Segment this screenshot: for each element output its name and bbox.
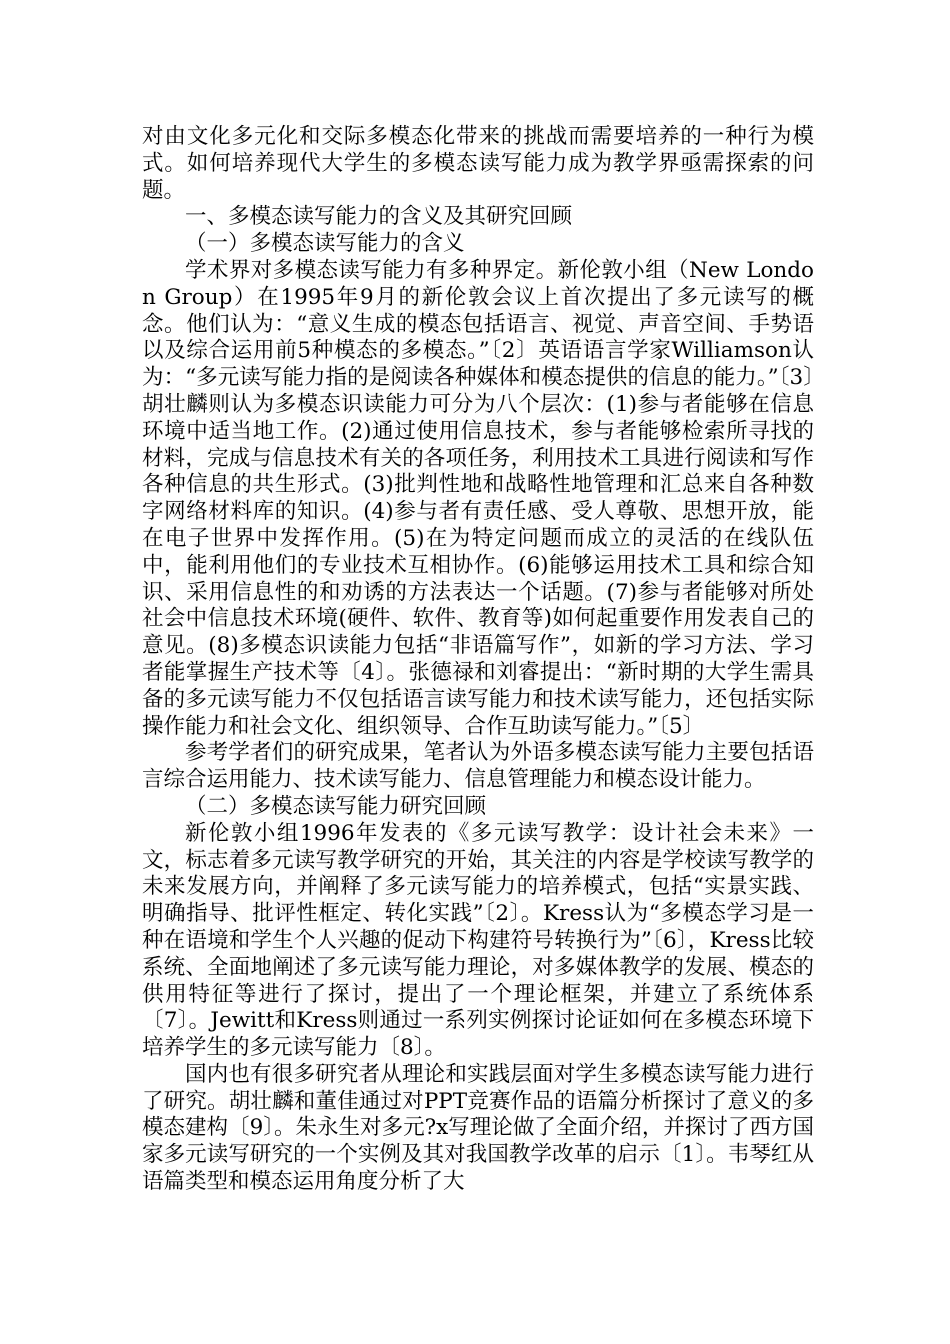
paragraph-domestic-research: 国内也有很多研究者从理论和实践层面对学生多模态读写能力进行了研究。胡壮麟和董佳通过对PPT竞赛作品的语篇分析探讨了意义的多模态建构〔9〕。朱永生对多元?x写理论做了全面介绍，并探讨了西方国家多元读写研究的一个实例及其对我国教学改革的启示〔1〕。韦琴红从语篇类型和模态运用角度分析了大 [142,1061,814,1195]
section-heading: 一、多模态读写能力的含义及其研究回顾 [185,204,573,230]
document-page [142,124,814,1196]
paragraph-foreign-research: 新伦敦小组1996年发表的《多元读写教学：设计社会未来》一文，标志着多元读写教学研究的开始，其关注的内容是学校读写教学的未来发展方向，并阐释了多元读写能力的培养模式，包括“实景实践、明确指导、批评性框定、转化实践”〔2〕。Kress认为“多模态学习是一种在语境和学生个人兴趣的促动下构建符号转换行为”〔6〕，Kress比较系统、全面地阐述了多元读写能力理论，对多媒体教学的发展、模态的供用特征等进行了探讨，提出了一个理论框架，并建立了系统体系〔7〕。Jewitt和Kress则通过一系列实例探讨论证如何在多模态环境下培养学生的多元读写能力〔8〕。 [142,820,814,1061]
paragraph-author-view: 参考学者们的研究成果，笔者认为外语多模态读写能力主要包括语言综合运用能力、技术读写能力、信息管理能力和模态设计能力。 [142,740,814,793]
paragraph-continuation: 对由文化多元化和交际多模态化带来的挑战而需要培养的一种行为模式。如何培养现代大学生的多模态读写能力成为教学界亟需探索的问题。 [142,124,814,203]
subsection-heading-review: （二）多模态读写能力研究回顾 [185,793,487,819]
subsection-heading-definition: （一）多模态读写能力的含义 [185,231,465,257]
paragraph-definitions: 学术界对多模态读写能力有多种界定。新伦敦小组（New London Group）在1995年9月的新伦敦会议上首次提出了多元读写的概念。他们认为：“意义生成的模态包括语言、视觉、声音空间、手势语以及综合运用前5种模态的多模态。”〔2〕英语语言学家Williamson认为：“多元读写能力指的是阅读各种媒体和模态提供的信息的能力。”〔3〕胡壮麟则认为多模态识读能力可分为八个层次：(1)参与者能够在信息环境中适当地工作。(2)通过使用信息技术，参与者能够检索所寻找的材料，完成与信息技术有关的各项任务，利用技术工具进行阅读和写作各种信息的共生形式。(3)批判性地和战略性地管理和汇总来自各种数字网络材料库的知识。(4)参与者有责任感、受人尊敬、思想开放，能在电子世界中发挥作用。(5)在为特定问题而成立的灵活的在线队伍中，能利用他们的专业技术互相协作。(6)能够运用技术工具和综合知识、采用信息性的和劝诱的方法表达一个话题。(7)参与者能够对所处社会中信息技术环境(硬件、软件、教育等)如何起重要作用发表自己的意见。(8)多模态识读能力包括“非语篇写作”，如新的学习方法、学习者能掌握生产技术等〔4〕。张德禄和刘睿提出：“新时期的大学生需具备的多元读写能力不仅包括语言读写能力和技术读写能力，还包括实际操作能力和社会文化、组织领导、合作互助读写能力。”〔5〕 [142,257,814,739]
